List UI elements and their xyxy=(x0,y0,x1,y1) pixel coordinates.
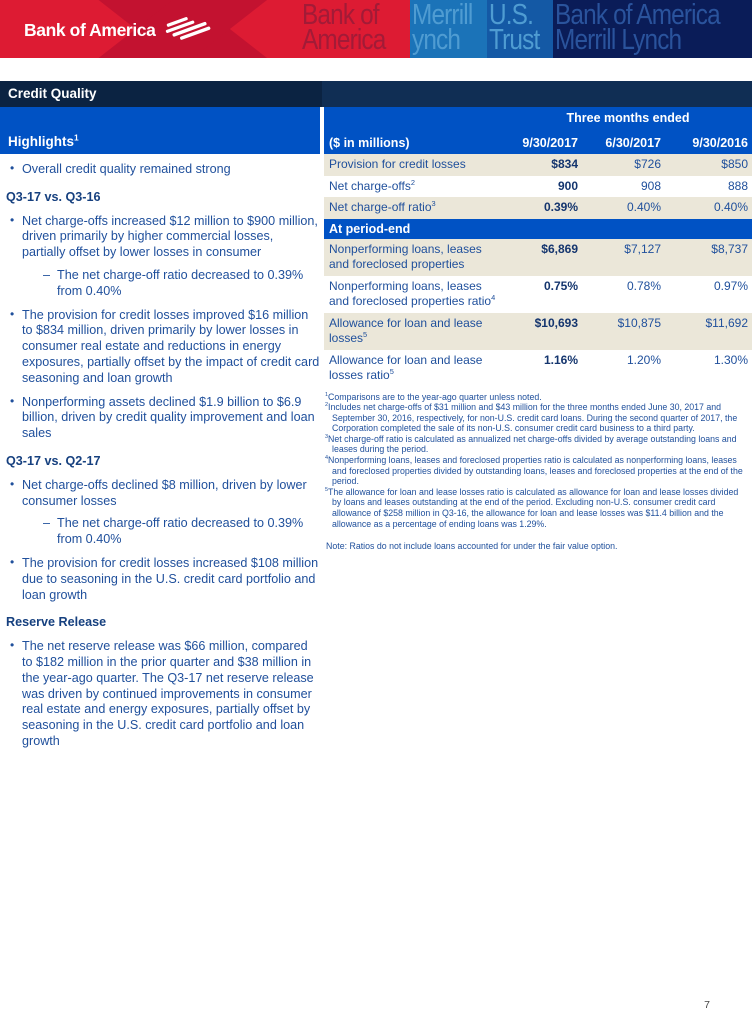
row-value: 888 xyxy=(727,178,748,193)
row-value: 0.40% xyxy=(713,200,748,214)
table-row xyxy=(324,239,752,276)
highlight-bullet: • Nonperforming assets declined $1.9 billion to $6.9 billion, driven by credit quality improvement and loan sales xyxy=(6,395,320,442)
row-label: Net charge-off ratio$^3$ xyxy=(329,199,436,214)
credit-quality-table xyxy=(324,107,752,552)
highlight-bullet: • Overall credit quality remained strong xyxy=(6,162,320,178)
bank-of-america-logo xyxy=(24,14,211,47)
row-value: 1.16% xyxy=(543,352,578,367)
highlight-bullet: • The provision for credit losses increased $108 million due to seasoning in the U.S. credit card portfolio and loan growth xyxy=(6,556,320,603)
row-label: Allowance for loan and lease losses ratio$^5$ xyxy=(329,352,483,382)
brand-banner xyxy=(0,0,752,58)
watermark-bank-of-america-red: Bank of America xyxy=(302,0,386,56)
row-label: Nonperforming loans, leases and foreclosed properties xyxy=(329,241,482,271)
highlight-subbullet: – The net charge-off ratio decreased to 0.39% from 0.40% xyxy=(6,516,320,548)
highlight-bullet: • Net charge-offs declined $8 million, driven by lower consumer losses xyxy=(6,478,320,510)
row-value: $726 xyxy=(634,157,661,171)
table-section-header: At period-end xyxy=(324,219,752,239)
row-value: $7,127 xyxy=(624,241,661,256)
banner-us-trust-segment: U.S. Trust xyxy=(487,0,553,58)
row-value: 1.20% xyxy=(626,352,661,367)
row-label: Net charge-offs$^2$ xyxy=(329,177,415,193)
table-row xyxy=(324,176,752,198)
footnote: $^2$Includes net charge-offs of $31 million and $43 million for the three months ended June 30, 2017 and September 30, 2016, respectively, for non-U.S. credit card loans. During the second quarter of 2017, the Corporation completed the sale of its non-U.S. consumer credit card business to a third party. xyxy=(325,402,738,434)
footnote: $^4$Nonperforming loans, leases and foreclosed properties ratio is calculated as nonperforming loans, leases and foreclosed properties divided by outstanding loans, leases and foreclosed properties at the end of the period. xyxy=(325,455,743,487)
footnote: $^5$The allowance for loan and lease losses ratio is calculated as allowance for loan and lease losses divided by loans and leases outstanding at the end of the period. Excluding non-U.S. consumer credit card allowance of $258 million in Q3-16, the allowance for loan and lease losses was $11.4 billion and the allowance as a percentage of ending loans was 1.29%. xyxy=(325,486,739,529)
row-label: Provision for credit losses xyxy=(329,157,466,171)
row-value: 900 xyxy=(557,178,578,193)
row-value: 0.97% xyxy=(713,278,748,293)
fair-value-note: Note: Ratios do not include loans accounted for under the fair value option. xyxy=(326,541,618,552)
highlight-subbullet: – The net charge-off ratio decreased to 0.39% from 0.40% xyxy=(6,268,320,300)
table-row xyxy=(324,154,752,176)
row-value: $11,692 xyxy=(705,315,748,330)
footnote: $^1$Comparisons are to the year-ago quarter unless noted. xyxy=(325,391,542,402)
column-header: 9/30/2017 xyxy=(522,136,578,150)
row-label: Nonperforming loans, leases and foreclosed properties ratio$^4$ xyxy=(329,278,496,308)
row-label: Allowance for loan and lease losses$^5$ xyxy=(329,315,483,345)
row-value: 908 xyxy=(640,178,661,193)
row-value: $850 xyxy=(721,157,748,171)
column-header: 6/30/2017 xyxy=(605,136,661,150)
slide-title-bar xyxy=(0,81,752,107)
table-row xyxy=(324,276,752,313)
highlight-bullet: • Net charge-offs increased $12 million to $900 million, driven primarily by higher commercial losses, partially offset by lower losses in consumer xyxy=(6,214,320,261)
banner-red-segment xyxy=(0,0,410,58)
banner-merrill-lynch-segment: Merrill ynch xyxy=(410,0,487,58)
table-header-band xyxy=(324,107,752,154)
row-value: $834 xyxy=(551,157,578,171)
page-title: Credit Quality xyxy=(8,86,97,101)
row-value: $10,693 xyxy=(534,315,578,330)
highlight-bullet: • The provision for credit losses improved $16 million to $834 million, driven primarily by lower losses in consumer real estate and reductions in energy exposures, partially offset by the impact of credit card seasoning and loan growth xyxy=(6,308,320,387)
period-header: Three months ended xyxy=(566,111,690,125)
highlights-column xyxy=(6,154,320,750)
row-value: 0.39% xyxy=(543,200,578,214)
highlights-heading: Highlights$^1$ xyxy=(8,132,79,149)
table-row xyxy=(324,350,752,387)
footnotes xyxy=(324,392,752,552)
footnote: $^3$Net charge-off ratio is calculated as annualized net charge-offs divided by average outstanding loans and leases during the period. xyxy=(325,433,737,455)
logo-wordmark: Bank of America xyxy=(24,20,156,40)
row-value: 0.40% xyxy=(626,200,661,214)
row-value: $8,737 xyxy=(711,241,748,256)
highlights-header-band xyxy=(0,107,320,154)
page-number: 7 xyxy=(704,999,710,1011)
row-value: $10,875 xyxy=(617,315,661,330)
banner-baml-segment: Bank of America Merrill Lynch xyxy=(553,0,752,58)
units-label: ($ in millions) xyxy=(329,136,410,150)
section-heading-q3-17-vs-q3-16: Q3-17 vs. Q3-16 xyxy=(6,189,101,204)
table-column-headers xyxy=(324,136,752,150)
row-value: 0.78% xyxy=(626,278,661,293)
section-heading-reserve-release: Reserve Release xyxy=(6,615,107,630)
row-value: $6,869 xyxy=(541,241,578,256)
table-row xyxy=(324,197,752,219)
table-row xyxy=(324,313,752,350)
column-header: 9/30/2016 xyxy=(692,136,748,150)
bank-of-america-flag-icon xyxy=(165,14,211,47)
highlight-bullet: • The net reserve release was $66 million, compared to $182 million in the prior quarter and $38 million in the year-ago quarter. The Q3-17 net reserve release was driven by continued improvements in consumer real estate and energy exposures, partially offset by seasoning in the U.S. credit card portfolio and loan growth xyxy=(6,639,320,750)
row-value: 0.75% xyxy=(543,278,578,293)
section-heading-q3-17-vs-q2-17: Q3-17 vs. Q2-17 xyxy=(6,453,101,468)
row-value: 1.30% xyxy=(713,352,748,367)
